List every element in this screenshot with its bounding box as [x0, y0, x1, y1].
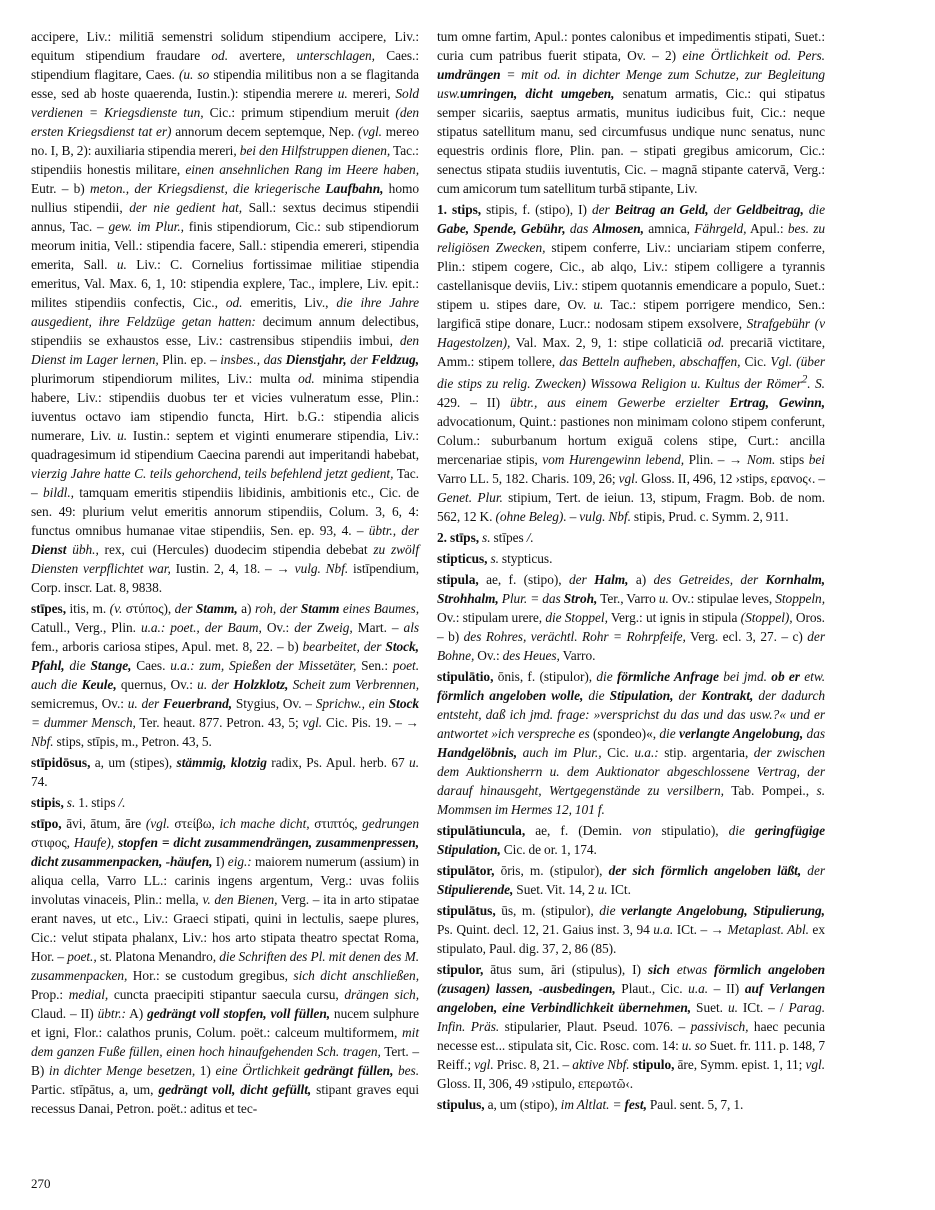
dictionary-entry: [437, 528, 825, 547]
entry-body: āvi, ātum, āre (vgl. στείβω, ich mache dicht, στιπτός, gedrungen στιφος, Haufe), stopfen = dicht zusammendrängen, zusammenpressen, dicht zusammenpacken, -häufen, I) eig.: maiorem numerum (assium) in aliqua cella, Varro LL.: carinis ingens argentum, Verg.: uvas foliis involutas vinaceis, Plin.: mella, v. den Bienen, Verg. – ita in arto stipatae erant naves, ut etc., Liv.: Graeci stipati, quini in lectulis, saepe plures, Cic.: velut stipata phalanx, Liv.: hos arto stipata theatro spectat Roma, Hor. – poet., st. Platona Menandro, die Schriften des Pl. mit denen des M. zusammenpacken, Hor.: se custodum gregibus, sich dicht anschließen, Prop.: medial, cuncta praecipiti stipantur saecula cursu, drängen sich, Claud. – II) übtr.: A) gedrängt voll stopfen, voll füllen, nucem sulphure et igni, Flor.: calathos prunis, Colum. poët.: calceum multiformem, mit dem ganzen Fuße füllen, einen hoch hinaufgehenden Sch. tragen, Tert. – B) in dichter Menge besetzen, 1) eine Örtlichkeit gedrängt füllen, bes. Partic. stīpātus, a, um, gedrängt voll, dicht gefüllt, stipant graves equi recessus Danai, Petron. poët.: aditus et tec-: [31, 816, 420, 1116]
entry-lemma: stipula,: [437, 572, 479, 588]
entry-body: accipere, Liv.: militiā semenstri solidum stipendium accipere, Liv.: equitum stipendium fraudare od. avertere, unterschlagen, Caes.: stipendium flagitare, Caes. (u. so stipendia militibus non a se flagitanda esse, sed ab hoste quaerenda, Iustin.): stipendia merere u. mereri, Sold verdienen = Kriegsdienste tun, Cic.: primum stipendium meruit (den ersten Kriegsdienst tat er) annorum decem septemque, Nep. (vgl. mereo no. I, B, 2): auxiliaria stipendia mereri, bei den Hilfstruppen dienen, Tac.: stipendiis honestis militare, einen ansehnlichen Rang im Heere haben, Eutr. – b) meton., der Kriegsdienst, die kriegerische Laufbahn, homo nullius stipendii, der nie gedient hat, Sall.: sextus decimus stipendii annus, Tac. – gew. im Plur., finis stipendiorum, Cic.: sub stipendiorum meorum initia, Vell.: stipendia facere, Sall.: stipendia emereri, stipendia emerita, Sall. u. Liv.: C. Cornelius fortissimae militiae stipendia emeritus, Val. Max. 6, 1, 10: stipendia explere, Tac., implere, Liv. epit.: milites stipendiis confectis, Cic., od. emeritis, Liv., die ihre Jahre ausgedient, ihre Feldzüge getan hatten: decimum annum delectibus, stipendiis se exhaustos esse, Liv.: castrensibus stipendiis imbui, den Dienst im Lager lernen, Plin. ep. – insbes., das Dienstjahr, der Feldzug, plurimorum stipendiorum milites, Liv.: multa od. minima stipendia habere, Liv.: stipendiis duobus ter et vicies vulneratum esse, Plin.: iuventus octavo iam stipendio functa, Hirt. b.G.: stipendia alicis numerare, Liv. u. Iustin.: septem et viginti enumerare stipendia, Liv.: quadragesimum id stipendium Caecina parendi aut imperitandi habebat, vierzig Jahre hatte C. teils gehorchend, teils befehlend jetzt gedient, Tac. – bildl., tamquam emeritis stipendiis libidinis, ambitionis etc., Cic. de sen. 49: plurium velut emeritis annorum stipendiis, Colum. 3, 6, 4: functus omnibus humanae vitae stipendiis, Sen. ep. 93, 4. – übtr., der Dienst übh., rex, cui (Hercules) duodecim stipendia debebat zu zwölf Diensten verpflichtet war, Iustin. 2, 4, 18. – → vulg. Nbf. istīpendium, Corp. inscr. Lat. 8, 9838.: [31, 29, 420, 595]
entry-lemma: stīpidōsus,: [31, 755, 91, 770]
entry-body: a, um (stipo), im Altlat. = fest, Paul. sent. 5, 7, 1.: [487, 1097, 744, 1113]
entry-lemma: 1. stips,: [437, 202, 482, 217]
entry-lemma: stipulātor,: [437, 863, 495, 879]
entry-lemma: stipulātiuncula,: [437, 823, 526, 839]
entry-body: ōris, m. (stipulor), der sich förmlich angeloben läßt, der Stipulierende, Suet. Vit. 14, 2 u. ICt.: [437, 863, 826, 898]
entry-body: s. stīpes /.: [482, 530, 534, 546]
dictionary-entry: [437, 960, 825, 1093]
dictionary-entry: [437, 1095, 825, 1114]
entry-body: ae, f. (Demin. von stipulatio), die geringfügige Stipulation, Cic. de or. 1, 174.: [437, 823, 826, 858]
entry-body: ātus sum, āri (stipulus), I) sich etwas förmlich angeloben (zusagen) lassen, -ausbedingen, Plaut., Cic. u.a. – II) auf Verlangen angeloben, eine Verbindlichkeit übernehmen, Suet. u. ICt. – / Parag. Infin. Präs. stipularier, Plaut. Pseud. 1076. – passivisch, haec pecunia necesse est... stipulata sit, Cic. Rosc. com. 14: u. so Suet. fr. 111. p. 148, 7 Reiff.; vgl. Prisc. 8, 21. – aktive Nbf. stipulo, āre, Symm. epist. 1, 11; vgl. Gloss. II, 306, 49 ›stipulo, επερωτῶ‹.: [437, 962, 826, 1092]
dictionary-entry: [437, 901, 825, 958]
dictionary-entry: [437, 861, 825, 899]
entry-body: ōnis, f. (stipulor), die förmliche Anfrage bei jmd. ob er etw. förmlich angeloben wolle, die Stipulation, der Kontrakt, der dadurch entsteht, daß ich jmd. frage: »versprichst du das und das usw.?« und er antwortet »ich verspreche es (spondeo)«, die verlangte Angelobung, das Handgelöbnis, auch im Plur., Cic. u.a.: stip. argentaria, der zwischen dem Auktionsherrn u. dem Auktionator abgeschlossene Vertrag, der darauf hinausgeht, Wertgegenstände zu versilbern, Tab. Pompei., s. Mommsen im Hermes 12, 101 f.: [437, 669, 826, 818]
entry-lemma: stipulātus,: [437, 903, 496, 919]
dictionary-entry: [31, 599, 419, 751]
dictionary-entry: [437, 200, 825, 526]
entry-body: itis, m. (v. στύπος), der Stamm, a) roh, der Stamm eines Baumes, Catull., Verg., Plin. u.a.: poet., der Baum, Ov.: der Zweig, Mart. – als fem., arboris cariosa stipes, Apul. met. 8, 22. – b) bearbeitet, der Stock, Pfahl, die Stange, Caes. u.a.: zum, Spießen der Missetäter, Sen.: poet. auch die Keule, quernus, Ov.: u. der Holzklotz, Scheit zum Verbrennen, semicremus, Ov.: u. der Feuerbrand, Stygius, Ov. – Sprichw., ein Stock = dummer Mensch, Ter. heaut. 877. Petron. 43, 5; vgl. Cic. Pis. 19. – → Nbf. stips, stīpis, m., Petron. 43, 5.: [31, 601, 420, 749]
entry-body: ae, f. (stipo), der Halm, a) des Getreides, der Kornhalm, Strohhalm, Plur. = das Stroh, Ter., Varro u. Ov.: stipulae leves, Stoppeln, Ov.: stipulam urere, die Stoppel, Verg.: ut ignis in stipula (Stoppel), Oros. – b) des Rohres, verächtl. Rohr = Rohrpfeife, Verg. ecl. 3, 27. – c) der Bohne, Ov.: des Heues, Varro.: [437, 572, 825, 664]
entry-lemma: stīpes,: [31, 601, 66, 616]
right-column: [437, 27, 825, 1114]
dictionary-entry: [31, 814, 419, 1118]
dictionary-entry: [31, 27, 419, 597]
page-number: 270: [31, 1176, 51, 1191]
entry-lemma: stīpo,: [31, 816, 62, 831]
entry-body: s. 1. stips /.: [66, 795, 126, 810]
entry-lemma: 2. stīps,: [437, 530, 480, 546]
dictionary-entry: [437, 667, 825, 819]
dictionary-entry: [31, 753, 419, 791]
entry-lemma: stipulus,: [437, 1097, 485, 1113]
entry-body: tum omne fartim, Apul.: pontes calonibus et impedimentis stipati, Suet.: curia cum patribus fuerit stipata, Ov. – 2) eine Örtlichkeit od. Pers. umdrängen = mit od. in dichter Menge zum Schutze, zur Begleitung usw.umringen, dicht umgeben, senatum armatis, Cic.: qui stipatus semper sicariis, saeptus armatis, munitus iudicibus fuit, Cic.: neque stipatus satellitum manu, sed circumfusus undique nunc senatus, nunc equestris ordinis flore, Plin. pan. – stipati gregibus amicorum, Cic.: senectus stipata studiis iuventutis, Cic. – magnā stipante catervā, Verg.: cum amicorum tum satellitum turbā stipante, Liv.: [437, 29, 825, 196]
entry-lemma: stipulor,: [437, 962, 484, 978]
dictionary-entry: [31, 793, 419, 812]
entry-lemma: stipis,: [31, 795, 64, 810]
left-column: [31, 27, 419, 1118]
dictionary-entry: [437, 549, 825, 568]
dictionary-entry: [437, 27, 825, 198]
entry-lemma: stipulātio,: [437, 669, 494, 685]
entry-body: a, um (stipes), stämmig, klotzig radix, Ps. Apul. herb. 67 u. 74.: [31, 755, 419, 789]
entry-body: stipis, f. (stipo), I) der Beitrag an Geld, der Geldbeitrag, die Gabe, Spende, Gebühr, das Almosen, amnica, Fährgeld, Apul.: bes. zu religiösen Zwecken, stipem conferre, Liv.: unciariam stipem conferre, Plin.: stipem cogere, Cic., ab alqo, Liv.: stipem colligere a tyrannis castellanisque deviis, Liv.: stipem quotannis emendicare a populo, Suet.: stipem u. stipes dare, Ov. u. Tac.: stipem porrigere mendico, Sen.: largificā stipe donare, Lucr.: nodosam stipem exsolvere, Strafgebühr (v Hagestolzen), Val. Max. 2, 9, 1: stipe collaticiā od. precariā victitare, Amm.: stipem tollere, das Betteln aufheben, abschaffen, Cic. Vgl. (über die stips zu relig. Zwecken) Wissowa Religion u. Kultus der Römer$^2$. S. 429. – II) übtr., aus einem Gewerbe erzielter Ertrag, Gewinn, advocationum, Quint.: pastiones non minimam colono stipem conferunt, Colum.: suburbanum hortum exiguā colens stipe, Curt.: ancilla mercenariae stipis, vom Hurengewinn lebend, Plin. – → Nom. stips bei Varro LL. 5, 182. Charis. 109, 26; vgl. Gloss. II, 496, 12 ›stips, ερανος‹. – Genet. Plur. stipium, Tert. de ieiun. 13, stipum, Fragm. Bob. de nom. 562, 12 K. (ohne Beleg). – vulg. Nbf. stipis, Prud. c. Symm. 2, 911.: [437, 202, 826, 525]
dictionary-entry: [437, 821, 825, 859]
entry-body: s. stypticus.: [490, 551, 553, 567]
entry-body: ūs, m. (stipulor), die verlangte Angelobung, Stipulierung, Ps. Quint. decl. 12, 21. Gaius inst. 3, 94 u.a. ICt. – → Metaplast. Abl. ex stipulato, Paul. dig. 37, 2, 86 (85).: [437, 903, 825, 957]
dictionary-entry: [437, 570, 825, 665]
entry-lemma: stipticus,: [437, 551, 488, 567]
